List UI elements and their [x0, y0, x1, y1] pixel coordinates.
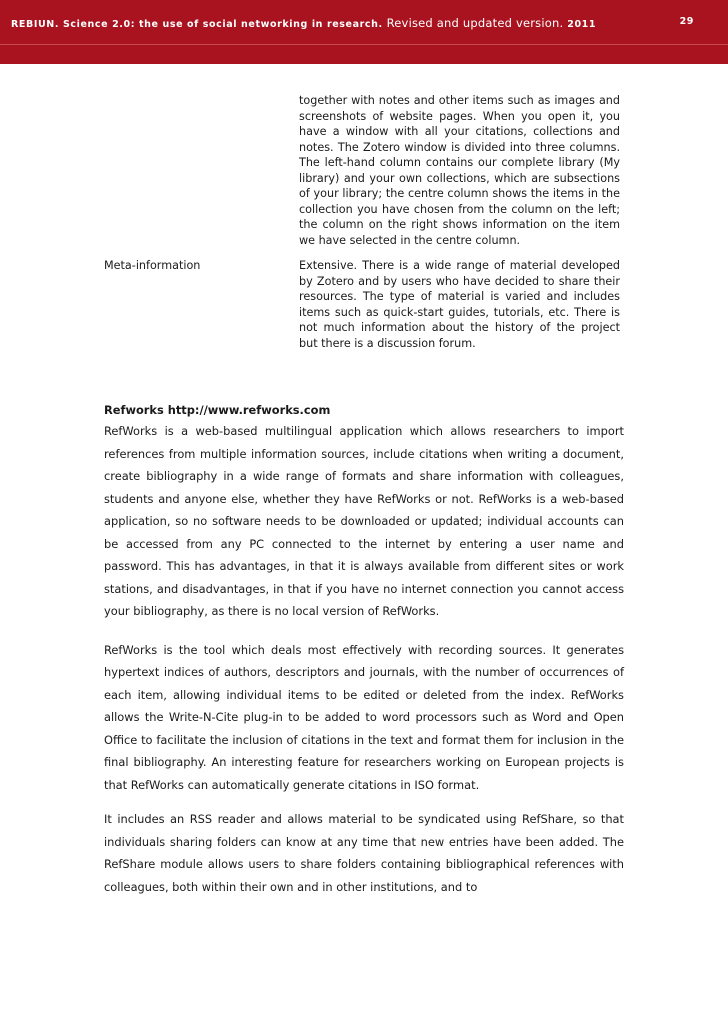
comparison-table — [104, 93, 620, 351]
table-row — [104, 93, 620, 248]
page-number: 29 — [679, 16, 694, 27]
table-row — [104, 258, 620, 351]
paragraph: RefWorks is the tool which deals most effectively with recording sources. It generates hypertext indices of authors, descriptors and journals, with the number of occurrences of each item, allowing individual items to be edited or deleted from the index. RefWorks allows the Write-N-Cite plug-in to be added to word processors such as Word and Open Office to facilitate the inclusion of citations in the text and format them for inclusion in the final bibliography. An interesting feature for researchers working on European projects is that RefWorks can automatically generate citations in ISO format. — [104, 642, 624, 792]
header-title-normal: Revised and updated version. — [386, 16, 564, 30]
row-label-meta-information: Meta-information — [104, 259, 201, 272]
header-divider — [0, 44, 728, 45]
row-text-meta-information: Extensive. There is a wide range of material developed by Zotero and by users who have decided to share their resources. The type of material is varied and includes items such as quick-start guides, tutorials, etc. There is not much information about the history of the project but there is a discussion forum. — [299, 259, 620, 350]
header-title-bold: REBIUN. Science 2.0: the use of social networking in research. — [11, 19, 383, 30]
refworks-section — [104, 400, 624, 898]
paragraph: It includes an RSS reader and allows material to be syndicated using RefShare, so that individuals sharing folders can know at any time that new entries have been added. The RefShare module allows users to share folders containing bibliographical references with colleagues, both within their own and in other institutions, and to — [104, 812, 624, 894]
header-band — [0, 0, 728, 44]
header-year: 2011 — [567, 19, 597, 30]
paragraph: RefWorks is a web-based multilingual application which allows researchers to import references from multiple information sources, include citations when writing a document, create bibliography in a wide range of formats and share information with colleagues, students and anyone else, whether they have RefWorks or not. RefWorks is a web-based application, so no software needs to be downloaded or updated; individual accounts can be accessed from any PC connected to the internet by entering a user name and password. This has advantages, in that it is always available from different sites or work stations, and disadvantages, in that if you have no internet connection you cannot access your bibliography, as there is no local version of RefWorks. — [104, 424, 624, 618]
row-text: together with notes and other items such as images and screenshots of website pages. When you open it, you have a window with all your citations, collections and notes. The Zotero window is divided into three columns. The left-hand column contains our complete library (My library) and your own collections, which are subsections of your library; the centre column shows the items in the collection you have chosen from the column on the left; the column on the right shows information on the item we have selected in the centre column. — [299, 94, 620, 247]
section-title: Refworks http://www.refworks.com — [104, 403, 331, 417]
row-label — [104, 93, 299, 248]
page-header — [0, 0, 728, 64]
header-title — [11, 16, 596, 30]
